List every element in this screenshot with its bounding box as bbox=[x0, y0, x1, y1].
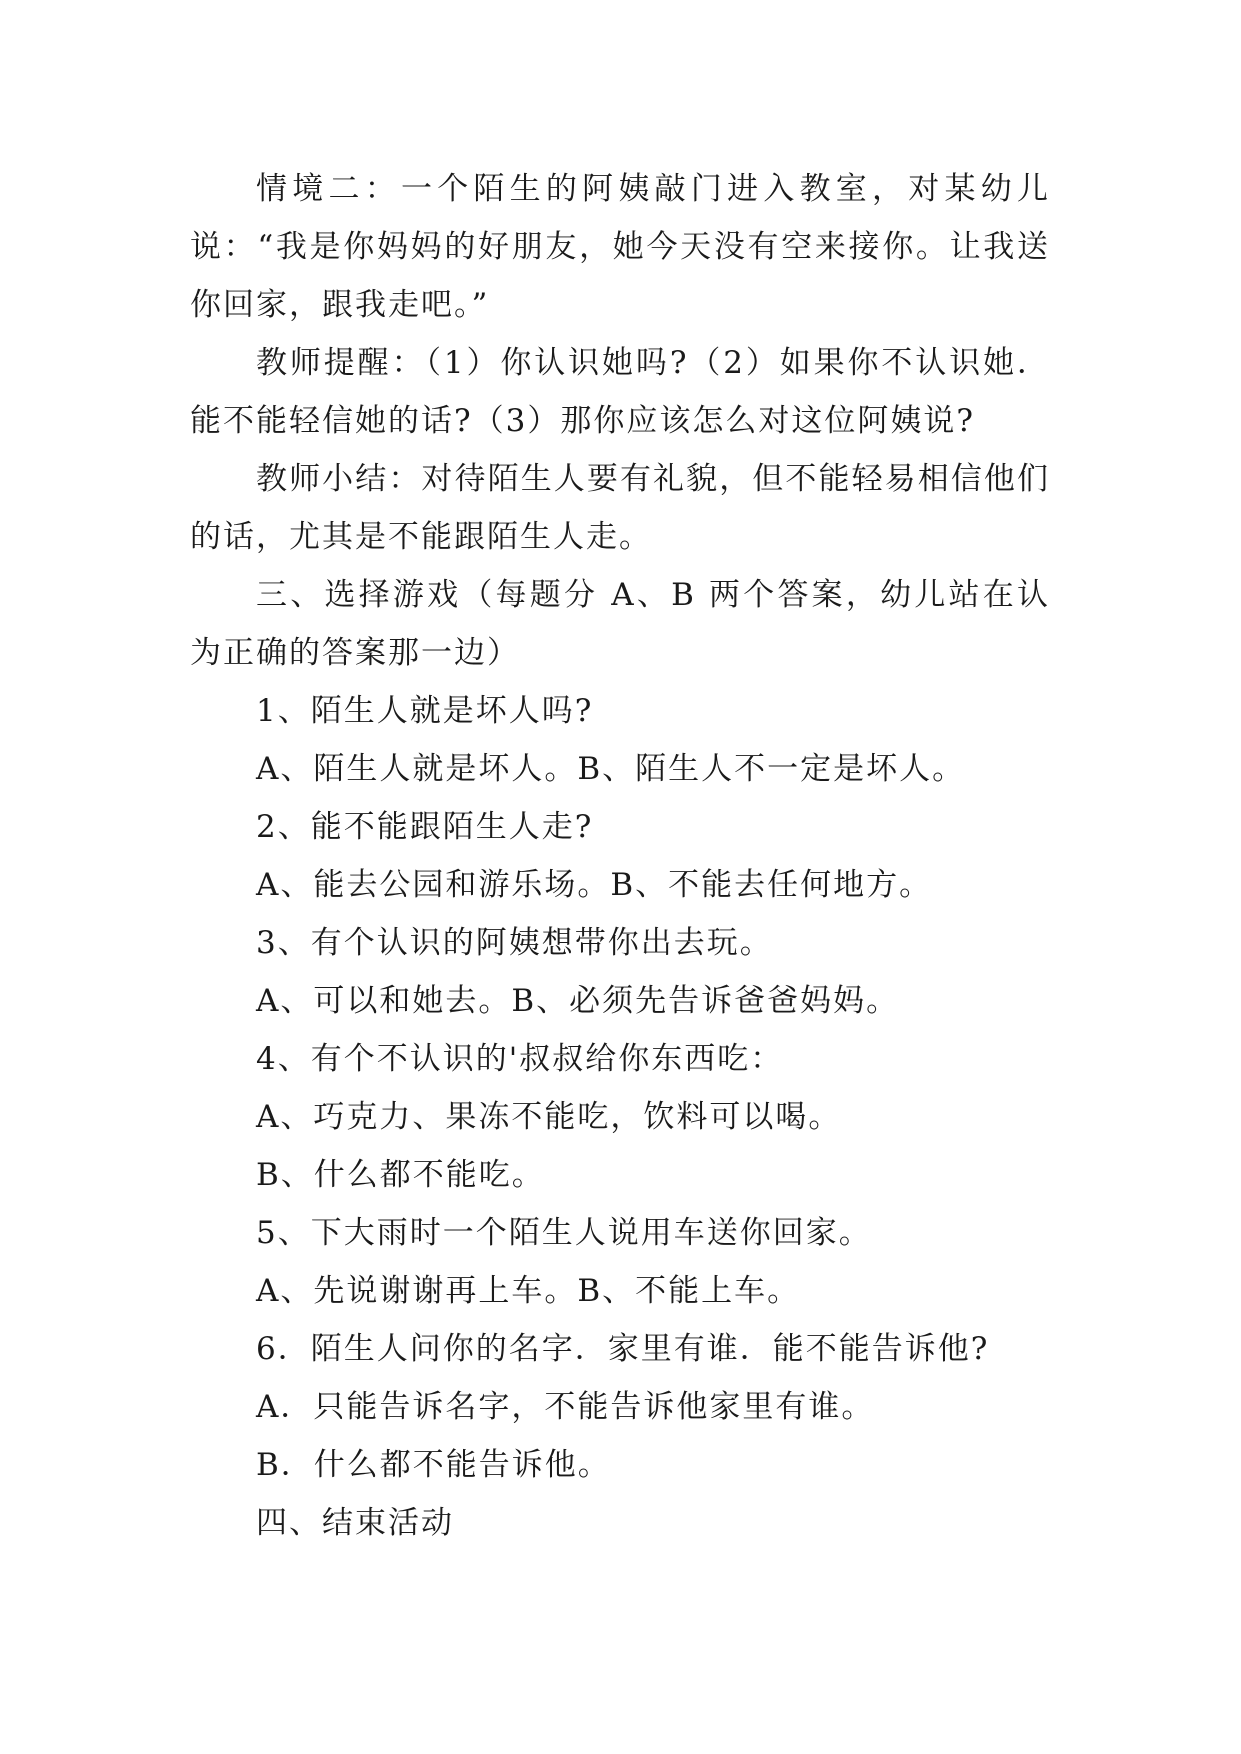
heading-end-activity: 四、结束活动 bbox=[256, 1505, 454, 1541]
paragraph-teacher-summary: 教师小结：对待陌生人要有礼貌，但不能轻易相信他们的话，尤其是不能跟陌生人走。 bbox=[190, 461, 1050, 555]
answer-4b: B、什么都不能吃。 bbox=[256, 1157, 545, 1193]
answer-2: A、能去公园和游乐场。B、不能去任何地方。 bbox=[256, 867, 933, 903]
answer-5: A、先说谢谢再上车。B、不能上车。 bbox=[256, 1273, 801, 1309]
question-1: 1、陌生人就是坏人吗? bbox=[256, 693, 594, 729]
paragraph-scenario-two: 情境二：一个陌生的阿姨敲门进入教室，对某幼儿说：“我是你妈妈的好朋友，她今天没有空来接你。让我送你回家，跟我走吧。” bbox=[190, 171, 1050, 323]
question-2: 2、能不能跟陌生人走? bbox=[256, 809, 594, 845]
answer-3: A、可以和她去。B、必须先告诉爸爸妈妈。 bbox=[256, 983, 900, 1019]
question-6: 6．陌生人问你的名字．家里有谁．能不能告诉他? bbox=[256, 1331, 990, 1367]
question-4: 4、有个不认识的'叔叔给你东西吃： bbox=[256, 1041, 784, 1077]
answer-1: A、陌生人就是坏人。B、陌生人不一定是坏人。 bbox=[256, 751, 966, 787]
document-body bbox=[190, 160, 1050, 1552]
paragraph-teacher-reminder: 教师提醒：（1）你认识她吗?（2）如果你不认识她．能不能轻信她的话?（3）那你应该怎么对这位阿姨说? bbox=[190, 345, 1050, 439]
question-5: 5、下大雨时一个陌生人说用车送你回家。 bbox=[256, 1215, 872, 1251]
answer-6b: B．什么都不能告诉他。 bbox=[256, 1447, 611, 1483]
answer-4a: A、巧克力、果冻不能吃，饮料可以喝。 bbox=[256, 1099, 842, 1135]
question-3: 3、有个认识的阿姨想带你出去玩。 bbox=[256, 925, 773, 961]
answer-6a: A．只能告诉名字，不能告诉他家里有谁。 bbox=[256, 1389, 875, 1425]
heading-choice-game: 三、选择游戏（每题分 A、B 两个答案，幼儿站在认为正确的答案那一边） bbox=[190, 577, 1050, 671]
